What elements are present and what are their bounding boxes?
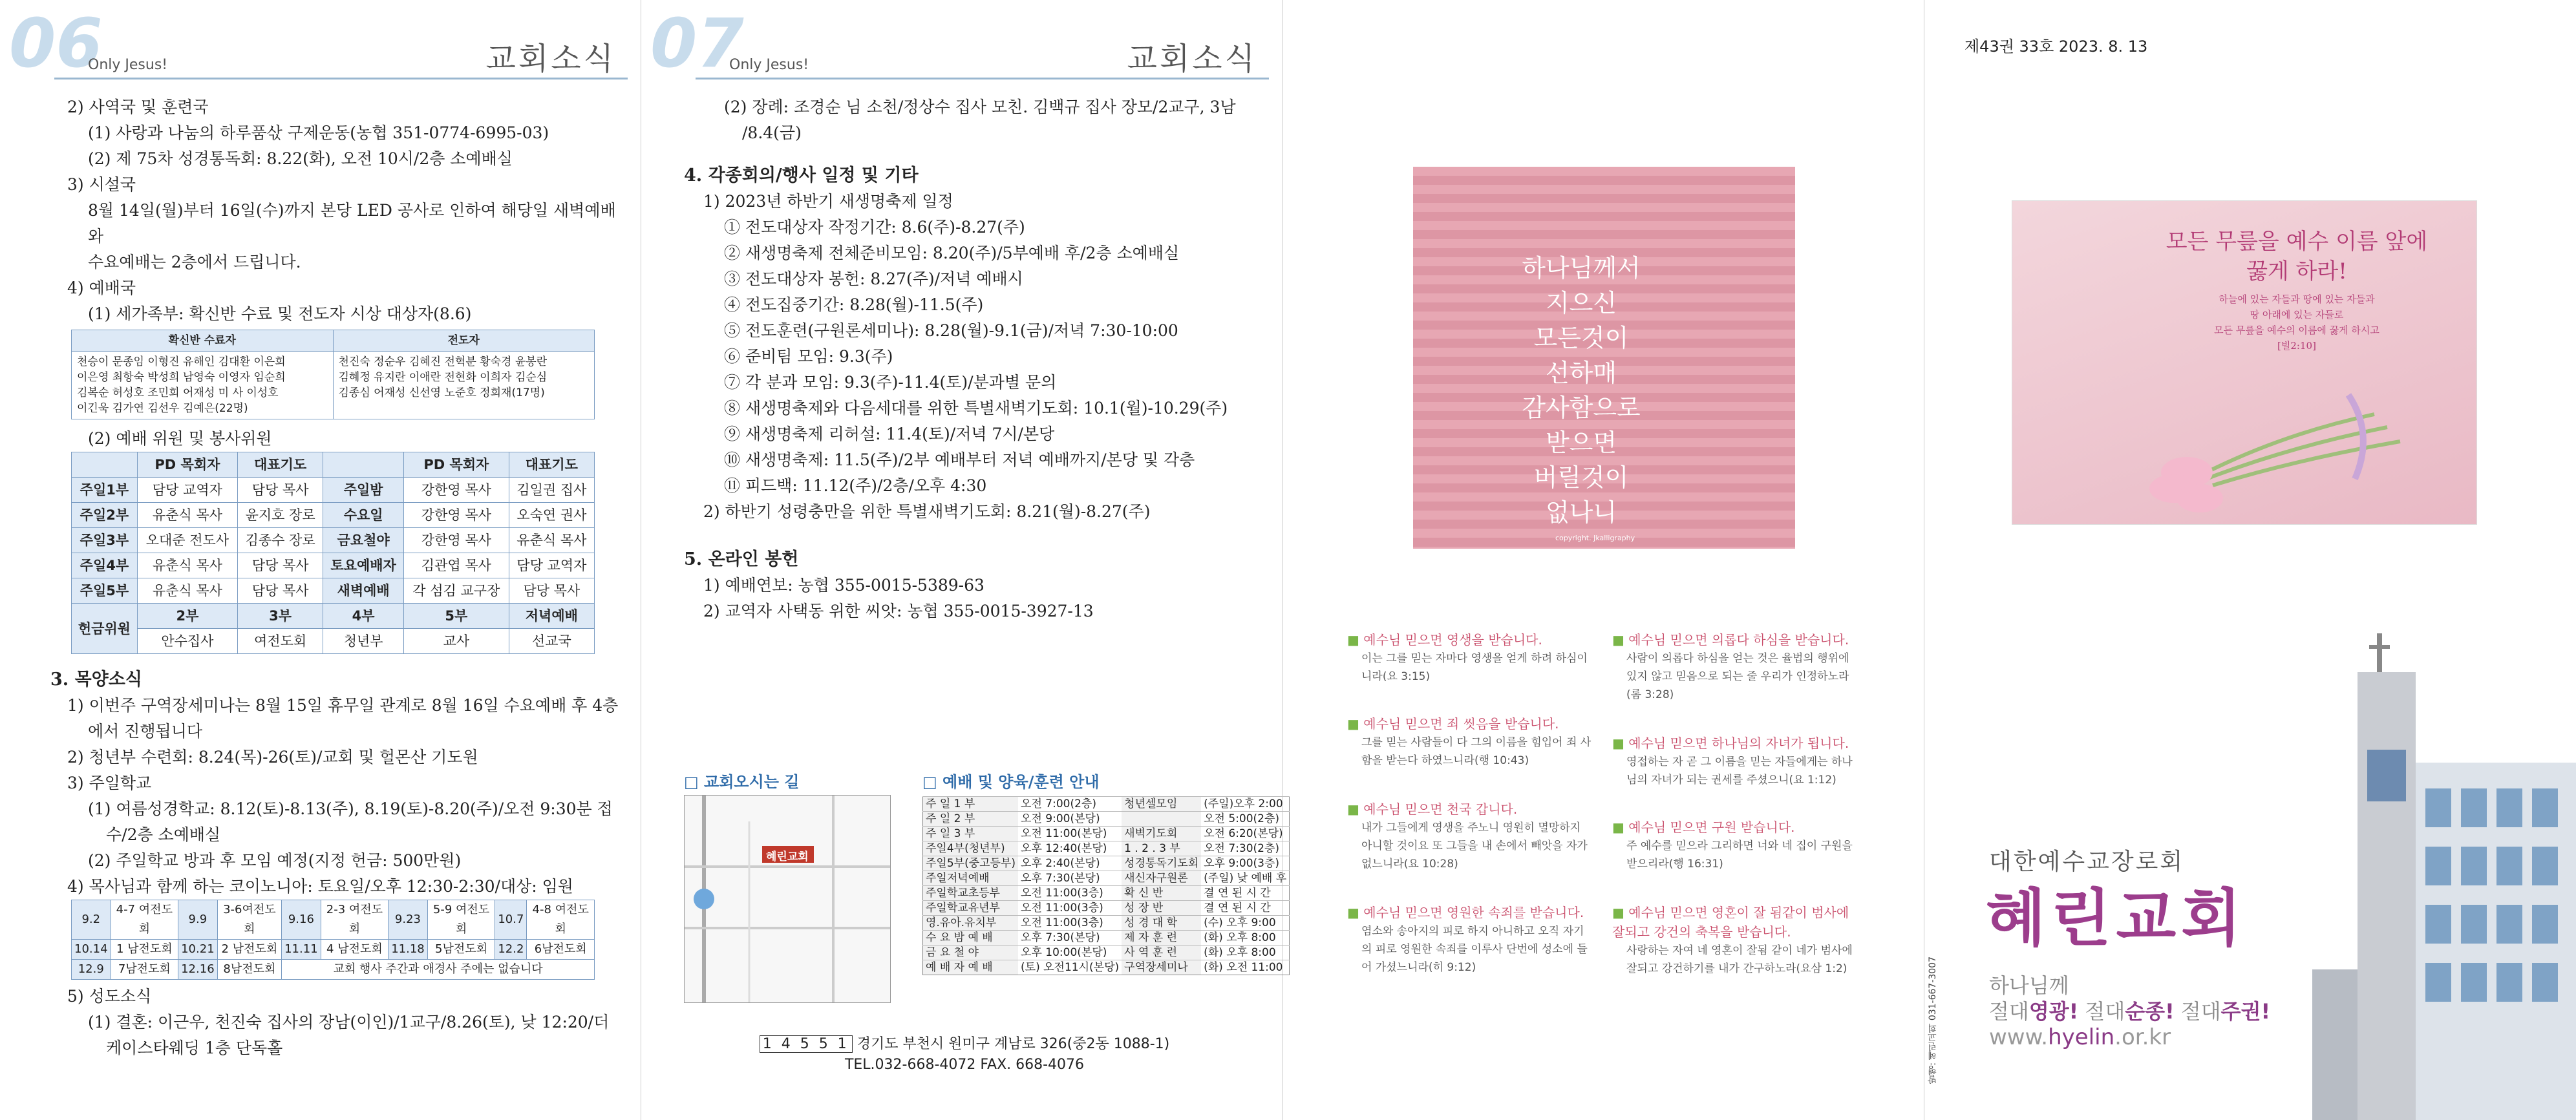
ministry-item: (2) 제 75차 성경통독회: 8.22(화), 오전 10시/2층 소예배실 <box>88 149 513 168</box>
table-cell: 강한영 목사 <box>403 528 509 553</box>
schedule-item: 1) 2023년 하반기 새생명축제 일정 <box>703 192 953 211</box>
denomination-label: 대한예수교장로회 <box>1989 849 2185 875</box>
schedule-cell: 주일4부(청년부) <box>923 841 1019 856</box>
pastoral-item: (2) 주일학교 방과 후 모임 예정(지정 헌금: 500만원) <box>88 851 462 870</box>
schedule-row <box>923 901 1290 916</box>
table-cell: 담당 목사 <box>238 478 323 503</box>
table-header: 대표기도 <box>238 452 323 478</box>
worship-committee-table <box>71 452 595 654</box>
schedule-cell: (화) 오후 8:00 <box>1201 946 1290 960</box>
schedule-cell: 결 연 된 시 간 <box>1201 901 1290 916</box>
schedule-cell: 수 요 밤 예 배 <box>923 931 1019 946</box>
pastoral-item: 4) 목사님과 함께 하는 코이노니아: 토요일/오후 12:30-2:30/대상: 임원 <box>67 877 573 896</box>
table-cell: 오숙연 권사 <box>509 503 594 528</box>
graduates-line: 이은영 최항숙 박성희 남영숙 이영자 임순희 <box>77 371 286 384</box>
table-cell: 2-3 여전도회 <box>321 900 389 940</box>
table-row <box>72 900 595 940</box>
address-text: 경기도 부천시 원미구 계남로 326(중2동 1088-1) <box>857 1036 1170 1052</box>
schedule-cell: 결 연 된 시 간 <box>1201 886 1290 901</box>
evangelists-line: 김혜정 유지란 이애란 전현화 이희자 김순심 <box>338 371 548 384</box>
issue-info: 제43권 33호 2023. 8. 13 <box>1964 37 2148 56</box>
festival-item: ⑨ 새생명축제 리허설: 11.4(토)/저녁 7시/본당 <box>724 425 1055 443</box>
table-cell: 1 남전도회 <box>111 940 178 960</box>
schedule-cell: 오전 7:30(2층) <box>1201 841 1290 856</box>
schedule-row <box>923 812 1290 827</box>
table-cell: 담당 목사 <box>238 553 323 578</box>
promise-verse: 이는 그를 믿는 자마다 영생을 얻게 하려 하심이니라(요 3:15) <box>1361 652 1588 683</box>
promise-verse: 사랑하는 자여 네 영혼이 잘됨 같이 네가 범사에 잘되고 강건하기를 내가 간구하노라(요삼 1:2) <box>1626 944 1853 975</box>
table-header <box>72 452 138 478</box>
table-cell: 담당 교역자 <box>137 478 237 503</box>
calligraphy-text <box>1484 251 1678 530</box>
flower-verse <box>2148 291 2445 354</box>
table-header: 대표기도 <box>509 452 594 478</box>
schedule-cell: 새벽기도회 <box>1122 827 1201 841</box>
table-cell: 12.16 <box>178 960 218 980</box>
church-map <box>684 795 891 1003</box>
schedule-row <box>923 916 1290 931</box>
website-link[interactable] <box>1989 1024 2171 1050</box>
promise-title: ■ 예수님 믿으면 영생을 받습니다. <box>1347 630 1593 650</box>
festival-item: ⑦ 각 분과 모임: 9.3(주)-11.4(토)/분과별 문의 <box>724 373 1057 392</box>
facility-text: 8월 14일(월)부터 16일(수)까지 본당 LED 공사로 인하여 해당일 새벽예배와 <box>88 201 616 246</box>
promise-verse: 주 예수를 믿으라 그리하면 너와 네 집이 구원을 받으리라(행 16:31) <box>1626 840 1853 871</box>
calligraphy-line: 모든것이 <box>1533 324 1629 352</box>
promise-title: ■ 예수님 믿으면 의롭다 하심을 받습니다. <box>1612 630 1858 650</box>
schedule-row <box>923 946 1290 960</box>
table-cell: 선교국 <box>509 629 594 654</box>
schedule-cell: (화) 오전 11:00 <box>1201 960 1290 975</box>
schedule-cell: 예 배 자 예 배 <box>923 960 1019 975</box>
schedule-cell: 오전 7:00(2층) <box>1018 797 1122 812</box>
table-cell: 4부 <box>323 604 404 629</box>
table-cell: 9.16 <box>282 900 321 940</box>
table-cell: 주일밤 <box>323 478 404 503</box>
graduates-cell <box>72 352 334 419</box>
promise-item <box>1347 903 1593 977</box>
table-cell: 주일3부 <box>72 528 138 553</box>
schedule-cell: 새신자구원론 <box>1122 871 1201 886</box>
table-cell: 12.2 <box>495 940 527 960</box>
table-row <box>72 478 595 503</box>
online-item: 2) 교역자 사택동 위한 씨앗: 농협 355-0015-3927-13 <box>703 602 1094 620</box>
schedule-cell: 주일학교초등부 <box>923 886 1019 901</box>
table-cell: 5남전도회 <box>427 940 495 960</box>
schedule-cell: 오후 7:30(본당) <box>1018 931 1122 946</box>
page-07 <box>641 0 1287 1120</box>
schedule-cell: 오후 10:00(본당) <box>1018 946 1122 960</box>
copyright-label: copyright. Jkalligraphy <box>1555 534 1635 542</box>
tel-fax: TEL.032-668-4072 FAX. 668-4076 <box>844 1057 1085 1073</box>
ministry-item: (1) 사랑과 나눔의 하루품삯 구제운동(농협 351-0774-6995-03) <box>88 123 549 142</box>
pastoral-item: 수/2층 소예배실 <box>106 825 221 844</box>
page1-body <box>48 94 630 1061</box>
promise-title: ■ 예수님 믿으면 구원 받습니다. <box>1612 818 1858 837</box>
schedule-cell: 오전 11:00(3층) <box>1018 916 1122 931</box>
schedule-heading: 4. 각종회의/행사 일정 및 기타 <box>684 165 919 185</box>
flower-verse-line: 땅 아래에 있는 자들로 <box>2250 309 2344 321</box>
promise-item <box>1612 734 1858 789</box>
table-cell: 유춘식 목사 <box>137 503 237 528</box>
table-cell: 오대준 전도사 <box>137 528 237 553</box>
schedule-cell: 오후 2:40(본당) <box>1018 856 1122 871</box>
address-line <box>680 1034 1249 1055</box>
festival-item: ④ 전도집중기간: 8.28(월)-11.5(주) <box>724 295 984 314</box>
page-06 <box>0 0 641 1120</box>
flower-verse-line: 하늘에 있는 자들과 땅에 있는 자들과 <box>2219 293 2375 305</box>
table-cell: 10.14 <box>72 940 111 960</box>
table-cell: 금요철야 <box>323 528 404 553</box>
schedule-cell: 사 역 훈 련 <box>1122 946 1201 960</box>
schedule-row <box>923 931 1290 946</box>
table-cell: 3-6여전도회 <box>217 900 281 940</box>
pastoral-item: (1) 여름성경학교: 8.12(토)-8.13(주), 8.19(토)-8.20(주)/오전 9:30분 접 <box>88 799 613 818</box>
table-cell: 7남전도회 <box>111 960 178 980</box>
promise-title: ■ 예수님 믿으면 영원한 속죄를 받습니다. <box>1347 903 1593 922</box>
facility-heading: 3) 시설국 <box>67 175 136 194</box>
schedule-cell: 성경통독기도회 <box>1122 856 1201 871</box>
table-cell: 새벽예배 <box>323 578 404 604</box>
table-cell: 유춘식 목사 <box>137 553 237 578</box>
table-row <box>72 629 595 654</box>
website-prefix: www. <box>1989 1024 2049 1050</box>
schedule-row <box>923 841 1290 856</box>
schedule-cell: 오후 7:30(본당) <box>1018 871 1122 886</box>
slogan-word: 절대 <box>1989 999 2029 1024</box>
website-suffix: .or.kr <box>2114 1024 2171 1050</box>
calligraphy-line: 버릴것이 <box>1533 463 1629 492</box>
worship-schedule-title: □ 예배 및 양육/훈련 안내 <box>922 773 1100 791</box>
table-cell: 유춘식 목사 <box>509 528 594 553</box>
pastoral-heading: 3. 목양소식 <box>50 670 142 690</box>
table-row <box>72 604 595 629</box>
schedule-cell: 오후 12:40(본당) <box>1018 841 1122 856</box>
promise-verse: 염소와 송아지의 피로 하지 아니하고 오직 자기의 피로 영원한 속죄를 이루사 단번에 성소에 들어 가셨느니라(히 9:12) <box>1361 925 1588 974</box>
evangelists-line: 김종심 어재성 신선영 노준호 정희재(17명) <box>338 386 545 399</box>
schedule-body <box>923 797 1290 975</box>
flower-verse-line: 모든 무릎을 예수의 이름에 꿇게 하시고 <box>2214 324 2379 336</box>
table-cell: 윤지호 장로 <box>238 503 323 528</box>
table-cell: 9.23 <box>389 900 428 940</box>
header-rule <box>54 78 628 79</box>
promise-title: ■ 예수님 믿으면 죄 씻음을 받습니다. <box>1347 714 1593 734</box>
schedule-cell: 영.유아.유치부 <box>923 916 1019 931</box>
table-cell: 여전도회 <box>238 629 323 654</box>
evangelists-line: 천진숙 정순우 김혜진 전혁분 황숙경 윤봉란 <box>338 355 548 368</box>
promise-item <box>1347 799 1593 873</box>
table-cell: 유춘식 목사 <box>137 578 237 604</box>
flower-verse-ref: [빌2:10] <box>2277 340 2316 352</box>
slogan-line-1: 하나님께 <box>1989 973 2069 998</box>
festival-item: ⑧ 새생명축제와 다음세대를 위한 특별새벽기도회: 10.1(월)-10.29(주) <box>724 399 1228 417</box>
flower-title-line: 꿇게 하라! <box>2246 259 2347 284</box>
festival-item: ③ 전도대상자 봉헌: 8.27(주)/저녁 예배시 <box>724 269 1023 288</box>
schedule-cell: 오후 9:00(3층) <box>1201 856 1290 871</box>
members-item: 케이스타웨딩 1층 단독홀 <box>106 1039 283 1057</box>
table-cell: 4 남전도회 <box>321 940 389 960</box>
schedule-cell: 성 경 대 학 <box>1122 916 1201 931</box>
schedule-item: 2) 하반기 성령충만을 위한 특별새벽기도회: 8.21(월)-8.27(주) <box>703 502 1151 521</box>
pastoral-item: 3) 주일학교 <box>67 774 152 792</box>
promise-verse: 내가 그들에게 영생을 주노니 영원히 멸망하지 아니할 것이요 또 그들을 내 손에서 빼앗을 자가 없느니라(요 10:28) <box>1361 821 1588 871</box>
evangelists-cell <box>333 352 595 419</box>
schedule-cell: 1 . 2 . 3 부 <box>1122 841 1201 856</box>
table-cell: 담당 목사 <box>509 578 594 604</box>
promise-item <box>1347 714 1593 770</box>
table-cell: 주일4부 <box>72 553 138 578</box>
graduates-header: 확신반 수료자 <box>72 330 334 352</box>
schedule-cell: 주 일 2 부 <box>923 812 1019 827</box>
schedule-cell: 오전 11:00(3층) <box>1018 901 1122 916</box>
schedule-cell: 오전 11:00(본당) <box>1018 827 1122 841</box>
promise-item <box>1612 903 1858 978</box>
schedule-cell: (화) 오후 8:00 <box>1201 931 1290 946</box>
schedule-cell: 오전 6:20(본당) <box>1201 827 1290 841</box>
table-cell: 4-8 여전도회 <box>527 900 595 940</box>
festival-item: ① 전도대상자 작정기간: 8.6(주)-8.27(주) <box>724 218 1025 237</box>
table-cell: 수요일 <box>323 503 404 528</box>
table-header <box>323 452 404 478</box>
online-item: 1) 예배연보: 농협 355-0015-5389-63 <box>703 576 985 595</box>
festival-item: ⑩ 새생명축제: 11.5(주)/2부 예배부터 저녁 예배까지/본당 및 각층 <box>724 450 1195 469</box>
table-cell: 2 남전도회 <box>217 940 281 960</box>
map-title: □ 교회오시는 길 <box>684 773 800 791</box>
schedule-cell: 금 요 철 야 <box>923 946 1019 960</box>
map-drawing <box>685 796 890 1002</box>
table-cell: 11.11 <box>282 940 321 960</box>
calligraphy-line: 감사함으로 <box>1522 394 1641 422</box>
flower-title <box>2148 227 2445 286</box>
festival-item: ② 새생명축제 전체준비모임: 8.20(주)/5부예배 후/2층 소예배실 <box>724 244 1180 262</box>
schedule-cell: 주 일 3 부 <box>923 827 1019 841</box>
postal-code: 1 4 5 5 1 <box>760 1035 853 1053</box>
worship-heading: 4) 예배국 <box>67 279 136 297</box>
funeral-item: (2) 장례: 조경순 님 소천/정상수 집사 모친. 김백규 집사 장모/2교구, 3남 <box>724 98 1236 116</box>
online-heading: 5. 온라인 봉헌 <box>684 549 799 569</box>
slogan-emphasis: 영광! <box>2028 999 2079 1024</box>
schedule-row <box>923 827 1290 841</box>
calligraphy-line: 없나니 <box>1545 498 1617 527</box>
table-cell: 9.2 <box>72 900 111 940</box>
worship-schedule-table <box>922 796 1290 975</box>
members-heading: 5) 성도소식 <box>67 987 152 1006</box>
slogan-word: 절대 <box>2174 999 2221 1024</box>
table-cell: 강한영 목사 <box>403 503 509 528</box>
table-row <box>72 528 595 553</box>
table-cell: 11.18 <box>389 940 428 960</box>
schedule-row <box>923 856 1290 871</box>
table-cell: 주일1부 <box>72 478 138 503</box>
schedule-cell: 주 일 1 부 <box>923 797 1019 812</box>
slogan-emphasis: 주권! <box>2220 999 2271 1024</box>
worship-item: (1) 세가족부: 확신반 수료 및 전도자 시상 대상자(8.6) <box>88 304 472 323</box>
slogan-emphasis: 순종! <box>2125 999 2175 1024</box>
promise-verse: 영접하는 자 곧 그 이름을 믿는 자들에게는 하나님의 자녀가 되는 권세를 주셨으니(요 1:12) <box>1626 755 1853 787</box>
funeral-item: /8.4(금) <box>742 123 802 142</box>
table-row <box>72 503 595 528</box>
table-cell: 5부 <box>403 604 509 629</box>
graduates-line: 김복순 허성호 조민희 어재성 미 사 이성호 <box>77 386 279 399</box>
schedule-cell: 확 신 반 <box>1122 886 1201 901</box>
table-cell: 주일5부 <box>72 578 138 604</box>
table-cell: 교사 <box>403 629 509 654</box>
page-number: 07 <box>650 4 744 83</box>
table-row <box>72 940 595 960</box>
table-row <box>72 960 595 980</box>
schedule-cell: 청년셀모임 <box>1122 797 1201 812</box>
table-cell: 2부 <box>137 604 237 629</box>
table-cell: 담당 목사 <box>238 578 323 604</box>
map-church-label: 혜린교회 <box>766 851 809 863</box>
page-title: 교회소식 <box>1127 41 1257 77</box>
table-cell: 9.9 <box>178 900 218 940</box>
calligraphy-line: 하나님께서 <box>1522 254 1641 282</box>
promise-item <box>1612 818 1858 873</box>
promise-title: ■ 예수님 믿으면 영혼이 잘 됨같이 범사에 잘되고 강건의 축복을 받습니다. <box>1612 903 1858 942</box>
graduates-table <box>71 330 595 419</box>
flower-image <box>2012 200 2477 525</box>
koinonia-table <box>71 900 595 980</box>
table-cell: 저녁예배 <box>509 604 594 629</box>
flower-title-line: 모든 무릎을 예수 이름 앞에 <box>2166 229 2428 255</box>
schedule-cell: 구역장세미나 <box>1122 960 1201 975</box>
schedule-cell: 주일5부(중고등부) <box>923 856 1019 871</box>
facility-text: 수요예배는 2층에서 드립니다. <box>88 253 301 271</box>
page-number: 06 <box>9 4 103 83</box>
table-cell: 10.7 <box>495 900 527 940</box>
only-jesus-label: Only Jesus! <box>88 57 168 73</box>
table-header: PD 목회자 <box>137 452 237 478</box>
church-address-block <box>680 1034 1249 1075</box>
members-item: (1) 결혼: 이근우, 천진숙 집사의 장남(이인)/1교구/8.26(토), 낮 12:20/더 <box>88 1013 610 1031</box>
table-cell: 강한영 목사 <box>403 478 509 503</box>
worship-item: (2) 예배 위원 및 봉사위원 <box>88 429 272 448</box>
table-cell: 주일2부 <box>72 503 138 528</box>
table-cell: 김일권 집사 <box>509 478 594 503</box>
only-jesus-label: Only Jesus! <box>729 57 809 73</box>
schedule-cell: (주일)오후 2:00 <box>1201 797 1290 812</box>
pastoral-item: 2) 청년부 수련회: 8.24(목)-26(토)/교회 및 헐몬산 기도원 <box>67 748 478 766</box>
slogan-line-2 <box>1989 995 2270 1025</box>
schedule-cell: 주일저녁예배 <box>923 871 1019 886</box>
schedule-row <box>923 886 1290 901</box>
schedule-row <box>923 871 1290 886</box>
schedule-cell: 오전 9:00(본당) <box>1018 812 1122 827</box>
evangelists-header: 전도자 <box>333 330 595 352</box>
schedule-row <box>923 960 1290 975</box>
promise-title: ■ 예수님 믿으면 천국 갑니다. <box>1347 799 1593 819</box>
table-cell: 교회 행사 주간과 애경사 주에는 없습니다 <box>282 960 595 980</box>
promise-item <box>1347 630 1593 686</box>
publisher-vertical-text: 발행: 혜린교회 031-667-3007 <box>1928 956 1938 1084</box>
calligraphy-line: 선하매 <box>1545 359 1617 387</box>
offering-label: 헌금위원 <box>72 604 138 654</box>
table-cell: 6남전도회 <box>527 940 595 960</box>
schedule-cell: (수) 오후 9:00 <box>1201 916 1290 931</box>
festival-item: ⑥ 준비팀 모임: 9.3(주) <box>724 347 893 366</box>
schedule-row <box>923 797 1290 812</box>
page-back-inner <box>1283 0 1924 1120</box>
table-cell: 안수집사 <box>137 629 237 654</box>
page-cover <box>1924 0 2576 1120</box>
table-cell: 10.21 <box>178 940 218 960</box>
page-header <box>9 4 641 83</box>
schedule-cell: 오전 11:00(3층) <box>1018 886 1122 901</box>
calligraphy-line: 지으신 <box>1545 289 1617 317</box>
table-row <box>72 553 595 578</box>
festival-item: ⑪ 피드백: 11.12(주)/2층/오후 4:30 <box>724 476 987 495</box>
page-title: 교회소식 <box>485 41 616 77</box>
table-cell: 12.9 <box>72 960 111 980</box>
schedule-cell: 주일학교유년부 <box>923 901 1019 916</box>
schedule-cell: 성 장 반 <box>1122 901 1201 916</box>
page2-body <box>684 94 1266 624</box>
slogan-word: 절대 <box>2078 999 2125 1024</box>
promise-verse: 사람이 의롭다 하심을 얻는 것은 율법의 행위에 있지 않고 믿음으로 되는 줄 우리가 인정하노라(롬 3:28) <box>1626 652 1849 701</box>
header-rule <box>696 78 1269 79</box>
graduates-line: 이긴욱 김가연 김선우 김예은(22명) <box>77 402 248 415</box>
table-row <box>72 578 595 604</box>
schedule-cell: (주일) 낮 예배 후 <box>1201 871 1290 886</box>
promise-title: ■ 예수님 믿으면 하나님의 자녀가 됩니다. <box>1612 734 1858 753</box>
table-cell: 토요예배자 <box>323 553 404 578</box>
promise-item <box>1612 630 1858 704</box>
church-name: 혜린교회 <box>1986 882 2246 955</box>
table-cell: 김종수 장로 <box>238 528 323 553</box>
graduates-line: 천승이 문종임 이형진 유해인 김대환 이은희 <box>77 355 286 368</box>
table-header: PD 목회자 <box>403 452 509 478</box>
calligraphy-line: 받으면 <box>1545 428 1617 457</box>
table-cell: 8남전도회 <box>217 960 281 980</box>
table-cell: 4-7 여전도회 <box>111 900 178 940</box>
schedule-cell: (토) 오전11시(본당) <box>1018 960 1122 975</box>
table-cell: 김관엽 목사 <box>403 553 509 578</box>
church-building-image <box>2286 633 2576 1120</box>
schedule-cell <box>1122 812 1201 827</box>
table-cell: 담당 교역자 <box>509 553 594 578</box>
festival-item: ⑤ 전도훈련(구원론세미나): 8.28(월)-9.1(금)/저녁 7:30-10:00 <box>724 321 1178 340</box>
table-cell: 3부 <box>238 604 323 629</box>
website-domain: hyelin <box>2048 1024 2115 1050</box>
promise-verse: 그를 믿는 사람들이 다 그의 이름을 힘입어 죄 사함을 받는다 하였느니라(행 10:43) <box>1361 736 1591 767</box>
schedule-cell: 제 자 훈 련 <box>1122 931 1201 946</box>
ministry-heading: 2) 사역국 및 훈련국 <box>67 98 209 116</box>
page-header <box>650 4 1282 83</box>
pastoral-item: 1) 이번주 구역장세미나는 8월 15일 휴무일 관계로 8월 16일 수요예배 후 4층 <box>67 696 619 715</box>
table-cell: 5-9 여전도회 <box>427 900 495 940</box>
schedule-cell: 오전 5:00(2층) <box>1201 812 1290 827</box>
calligraphy-card <box>1413 167 1795 549</box>
pastoral-item: 에서 진행됩니다 <box>88 722 202 741</box>
table-cell: 각 섬김 교구장 <box>403 578 509 604</box>
table-cell: 청년부 <box>323 629 404 654</box>
